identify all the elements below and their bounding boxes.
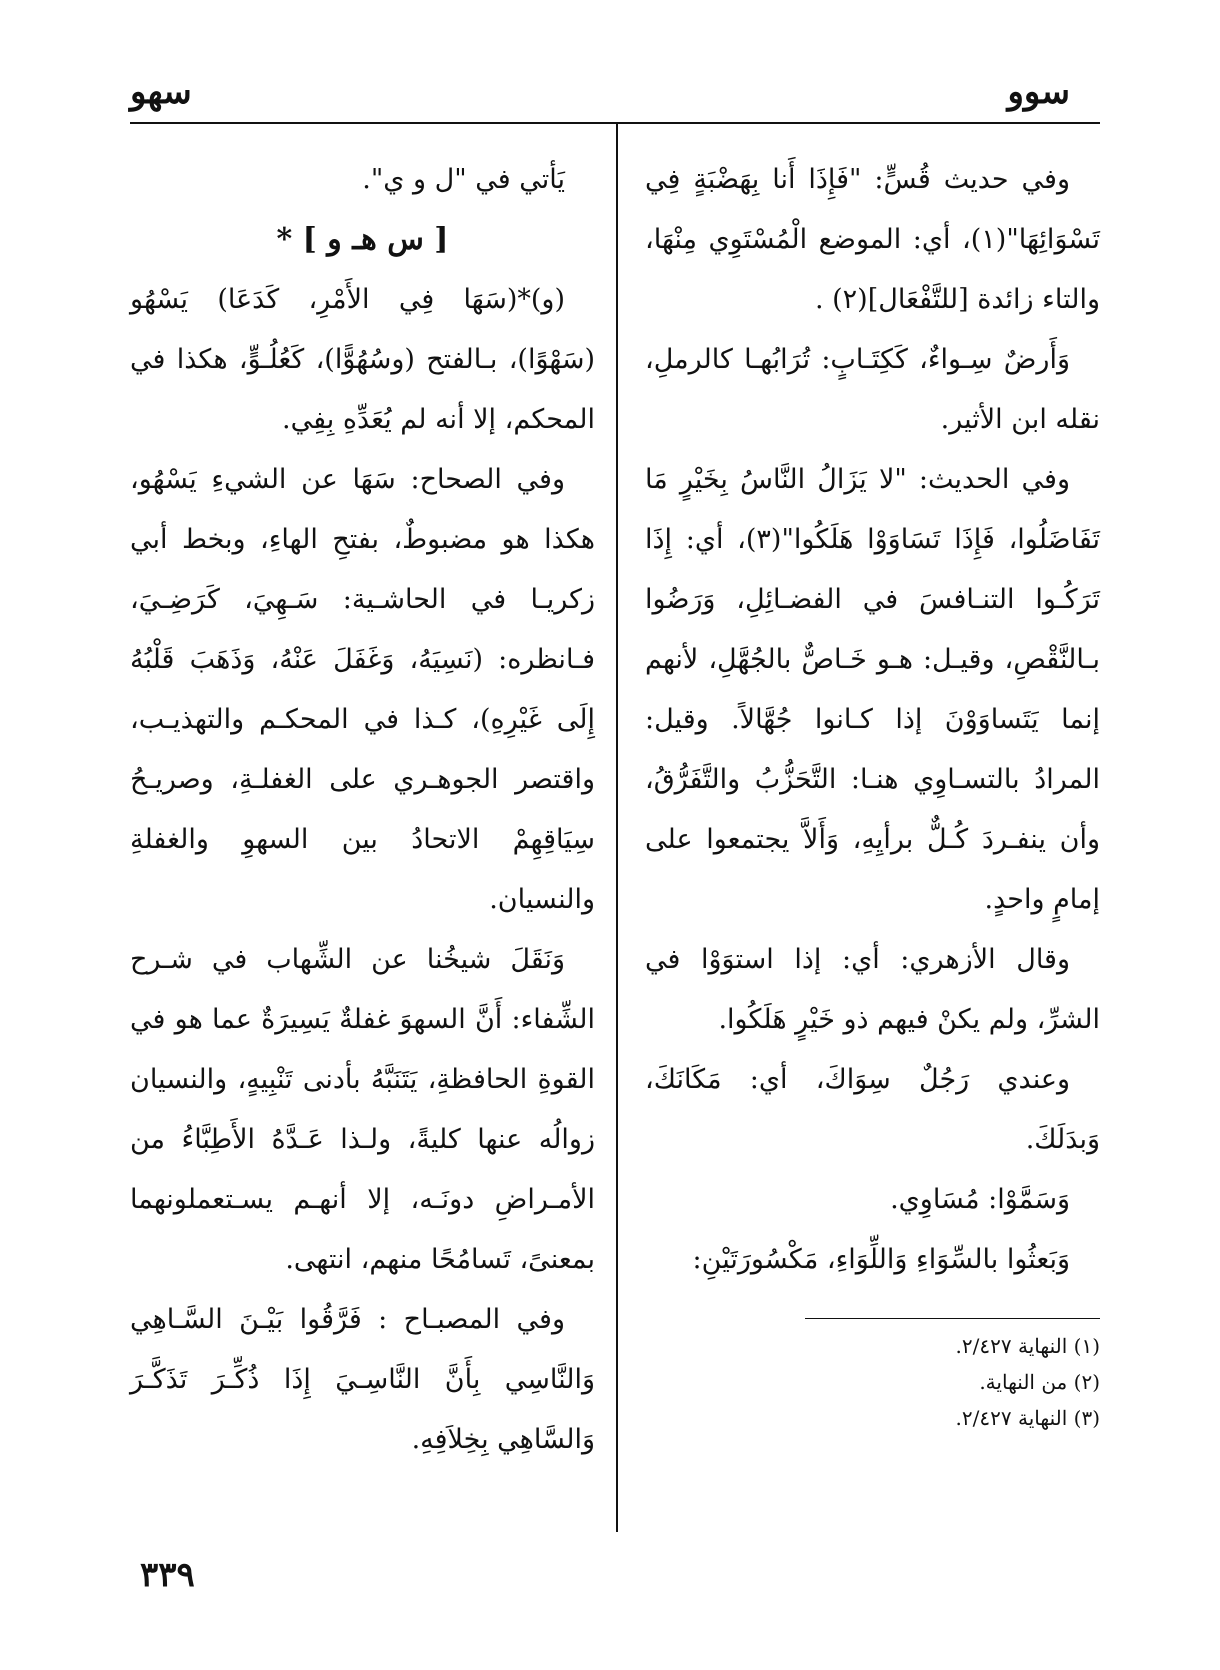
column-divider [616,122,618,1532]
right-paragraph-5: وعندي رَجُلٌ سِوَاكَ، أي: مَكَانَكَ، وَبدَلَكَ. [645,1064,1100,1155]
right-paragraph-7: وَبَعثُوا بالسِّوَاءِ وَاللِّوَاءِ، مَكْسُورَتَيْنِ: [692,1244,1070,1275]
left-paragraph-1: (و)*(سَهَا فِي الأَمْرِ، كَدَعَا) يَسْهُو (سَهْوًا)، بـالفتح (وسُهُوًّا)، كَعُلُـوٍّ، هكذا في المحكم، إلا أنه لم يُعَدِّهِ بِفِي. [130,284,595,435]
footnote-3: (٣) النهاية ٢/٤٢٧. [955,1406,1100,1430]
footnotes [805,1328,1100,1436]
page-number: ٣٣٩ [140,1555,195,1595]
footnote-rule [805,1318,1100,1319]
left-column [130,150,595,1470]
left-paragraph-4: وفي المصبـاح : فَرَّقُوا بَيْـنَ السَّـاهِي وَالنَّاسِي بِأَنَّ النَّاسِـيَ إِذَا ذُكِّـرَ تَذَكَّـرَ وَالسَّاهِي بِخِلاَفِهِ. [130,1304,595,1455]
section-heading: [ س هـ و ] * [276,222,449,257]
footnote-2: (٢) من النهاية. [979,1370,1100,1394]
right-paragraph-2: وَأَرضٌ سِـواءٌ، كَكِتَـابٍ: تُرَابُهـا كالرملِ، نقله ابن الأثير. [645,344,1100,435]
left-paragraph-3: وَنَقَلَ شيخُنا عن الشِّهاب في شـرح الشِّفاء: أَنَّ السهوَ غفلةٌ يَسِيرَةٌ عما هو في القوةِ الحافظةِ، يَتَنَبَّهُ بأدنى تَنْبِيهٍ، والنسيان زوالُه عنها كليةً، ولـذا عَـدَّهُ الأَطِبَّاءُ من الأمـراضِ دونَـه، إلا أنهـم يسـتعملونهما بمعنىً، تَسامُحًا منهم، انتهى. [130,944,595,1275]
footnote-1: (١) النهاية ٢/٤٢٧. [955,1334,1100,1358]
left-intro: يَأتي في "ل و ي". [362,164,565,195]
header-right-title: سوو [1007,72,1070,112]
right-paragraph-4: وقال الأزهري: أي: إذا استوَوْا في الشرِّ، ولم يكنْ فيهم ذو خَيْرٍ هَلَكُوا. [645,944,1100,1035]
right-paragraph-1: وفي حديث قُسٍّ: "فَإِذَا أَنا بِهَضْبَةٍ فِي تَسْوَائِهَا"(١)، أي: الموضع الْمُسْتَوِي مِنْهَا، والتاء زائدة [للتَّفْعَال](٢) . [645,164,1100,315]
right-paragraph-6: وَسَمَّوْا: مُسَاوِي. [890,1184,1070,1215]
header-left-title: سهو [130,72,192,112]
header-rule [130,122,1100,124]
left-paragraph-2: وفي الصحاح: سَهَا عن الشيءِ يَسْهُو، هكذا هو مضبوطٌ، بفتحِ الهاءِ، وبخط أبي زكريـا في الحاشـية: سَـهِيَ، كَرَضِـيَ، فـانظره: (نَسِيَهُ، وَغَفَلَ عَنْهُ، وَذَهَبَ قَلْبُهُ إِلَى غَيْرِهِ)، كـذا في المحكـم والتهذيـب، واقتصر الجوهـري على الغفلـةِ، وصريـحُ سِيَاقِهِمْ الاتحادُ بين السهوِ والغفلةِ والنسيان. [130,464,595,915]
right-paragraph-3: وفي الحديث: "لا يَزَالُ النَّاسُ بِخَيْرٍ مَا تَفَاضَلُوا، فَإِذَا تَسَاوَوْا هَلَكُوا"(٣)، أي: إِذَا تَرَكُـوا التنـافسَ في الفضـائِلِ، وَرَضُوا بـالنَّقْصِ، وقيـل: هـو خَـاصٌّ بالجُهَّلِ، لأنهم إنما يَتَساوَوْنَ إذا كـانوا جُهَّالاً. وقيل: المرادُ بالتسـاوِي هنـا: التَّحَزُّبُ والتَّفَرُّقُ، وأن ينفـردَ كُـلٌّ برأيِهِ، وَأَلاَّ يجتمعوا على إمامٍ واحدٍ. [645,464,1100,915]
right-column [645,150,1100,1290]
